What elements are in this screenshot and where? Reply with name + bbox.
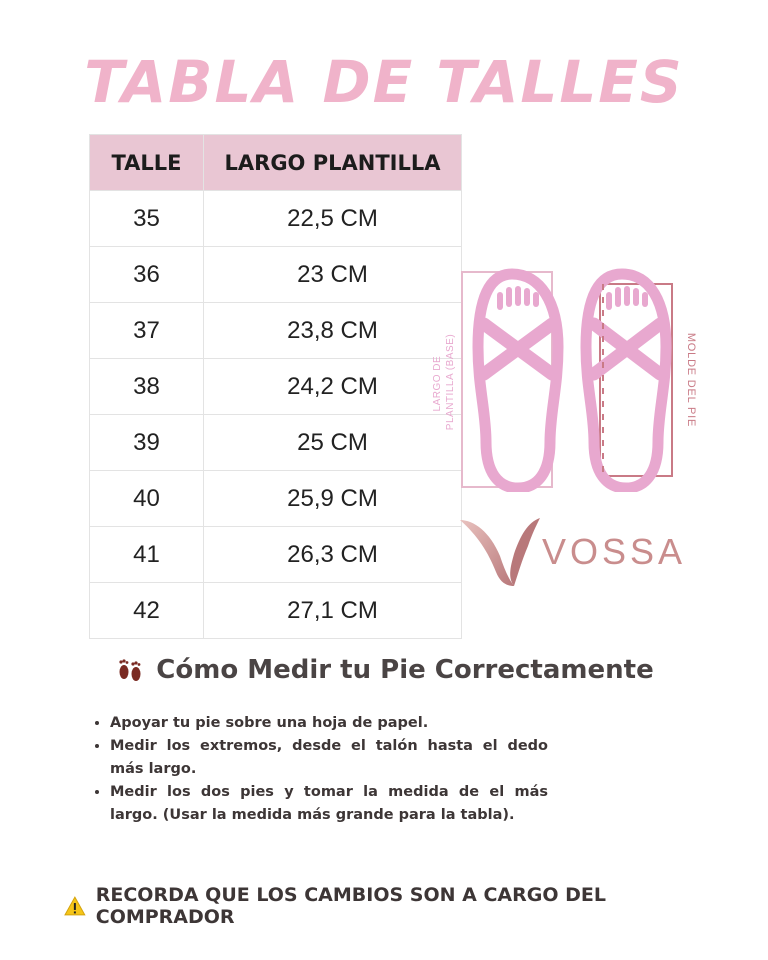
exchange-warning bbox=[64, 884, 744, 928]
brand-logo bbox=[456, 512, 686, 590]
vossa-v-mark-icon bbox=[460, 518, 540, 586]
length-cell: 23 CM bbox=[204, 247, 462, 303]
warning-text: RECORDA QUE LOS CAMBIOS SON A CARGO DEL COMPRADOR bbox=[95, 884, 606, 928]
size-cell: 39 bbox=[90, 415, 204, 471]
size-cell: 40 bbox=[90, 471, 204, 527]
sandal-measure-diagram bbox=[400, 262, 710, 492]
table-header-row bbox=[90, 135, 462, 191]
how-to-measure-title: Cómo Medir tu Pie Correctamente bbox=[156, 655, 654, 685]
length-cell: 24,2 CM bbox=[204, 359, 462, 415]
list-item: • Apoyar tu pie sobre una hoja de papel. bbox=[110, 712, 548, 735]
insole-length-label bbox=[432, 334, 456, 430]
size-cell: 35 bbox=[90, 191, 204, 247]
column-header-talle: TALLE bbox=[90, 135, 204, 191]
size-cell: 36 bbox=[90, 247, 204, 303]
left-sandal-icon bbox=[462, 272, 558, 488]
page-title: TABLA DE TALLES bbox=[84, 48, 684, 116]
length-cell: 26,3 CM bbox=[204, 527, 462, 583]
foot-mold-label: MOLDE DEL PIE bbox=[685, 332, 697, 428]
table-row bbox=[90, 583, 462, 639]
length-cell: 27,1 CM bbox=[204, 583, 462, 639]
insole-length-label-line1: LARGO DE bbox=[432, 355, 443, 412]
length-cell: 22,5 CM bbox=[204, 191, 462, 247]
brand-name: VOSSA bbox=[542, 531, 686, 572]
table-row bbox=[90, 527, 462, 583]
size-cell: 42 bbox=[90, 583, 204, 639]
column-header-largo: LARGO PLANTILLA bbox=[204, 135, 462, 191]
length-cell: 25,9 CM bbox=[204, 471, 462, 527]
footprints-icon bbox=[114, 654, 146, 686]
length-cell: 25 CM bbox=[204, 415, 462, 471]
size-cell: 41 bbox=[90, 527, 204, 583]
measure-steps-list bbox=[92, 712, 548, 827]
list-item: • Medir los dos pies y tomar la medida de el más largo. (Usar la medida más grande para la tabla). bbox=[110, 781, 548, 827]
warning-icon bbox=[64, 896, 86, 916]
list-item: • Medir los extremos, desde el talón hasta el dedo más largo. bbox=[110, 735, 548, 781]
insole-length-label-line2: PLANTILLA (BASE) bbox=[445, 333, 456, 431]
size-cell: 38 bbox=[90, 359, 204, 415]
table-row bbox=[90, 191, 462, 247]
right-sandal-icon bbox=[586, 274, 672, 488]
size-cell: 37 bbox=[90, 303, 204, 359]
length-cell: 23,8 CM bbox=[204, 303, 462, 359]
how-to-measure-heading bbox=[0, 654, 768, 686]
